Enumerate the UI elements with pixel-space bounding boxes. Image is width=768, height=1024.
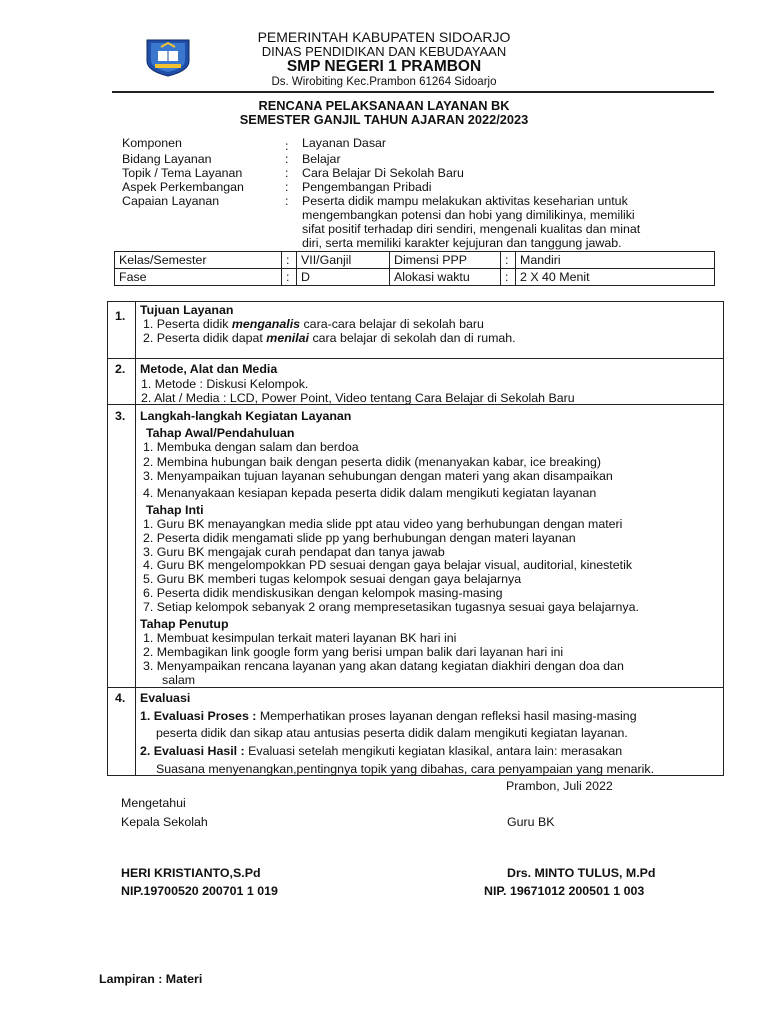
list-item-continuation: salam [162,673,196,687]
list-item: 7. Setiap kelompok sebanyak 2 orang mempresetasikan tugasnya sesuai gaya belajarnya. [143,600,639,614]
list-item: 2. Peserta didik mengamati slide pp yang berhubungan dengan materi layanan [143,531,576,545]
header-divider [112,91,714,93]
capaian-colon: : [285,194,289,208]
list-item: 1. Peserta didik menganalis cara-cara belajar di sekolah baru [143,317,484,331]
list-item: 3. Menyampaikan rencana layanan yang akan datang kegiatan diakhiri dengan doa dan [143,659,624,673]
place-date: Prambon, Juli 2022 [506,779,613,793]
aspek-value: Pengembangan Pribadi [302,180,432,194]
section-title: Langkah-langkah Kegiatan Layanan [140,409,352,423]
subsection-title: Tahap Awal/Pendahuluan [146,426,295,440]
table-row [115,252,715,269]
guru-bk-label: Guru BK [507,815,555,829]
list-item: 2. Membina hubungan baik dengan peserta didik (menanyakan kabar, ice breaking) [143,455,602,469]
capaian-label: Capaian Layanan [122,194,220,208]
school-address: Ds. Wirobiting Kec.Prambon 61264 Sidoarjo [271,76,497,88]
table-cell: VII/Ganjil [297,252,390,269]
evaluasi-hasil-cont: Suasana menyenangkan,pentingnya topik yang dibahas, cara penyampaian yang menarik. [156,762,655,776]
aspek-label: Aspek Perkembangan [122,180,244,194]
number-column-divider [135,301,136,776]
gov-header: PEMERINTAH KABUPATEN SIDOARJO [257,29,511,45]
list-item: 1. Membuka dengan salam dan berdoa [143,440,359,454]
list-item: 2. Alat / Media : LCD, Power Point, Video tentang Cara Belajar di Sekolah Baru [141,391,575,405]
evaluasi-proses: 1. Evaluasi Proses : Memperhatikan proses layanan dengan refleksi hasil masing-masing [140,709,637,723]
section-number: 3. [115,409,126,423]
table-cell: : [501,269,516,286]
komponen-value: Layanan Dasar [302,136,387,150]
mengetahui-label: Mengetahui [121,796,186,810]
subsection-title: Tahap Inti [146,503,204,517]
komponen-colon: : [285,139,289,153]
guru-bk-nip: NIP. 19671012 200501 1 003 [484,884,645,898]
topik-label: Topik / Tema Layanan [122,166,243,180]
kepala-sekolah-nip: NIP.19700520 200701 1 019 [121,884,278,898]
table-cell: : [282,269,297,286]
komponen-label: Komponen [122,136,182,150]
list-item: 3. Menyampaikan tujuan layanan sehubungan dengan materi yang akan disampaikan [143,469,613,483]
kepala-sekolah-label: Kepala Sekolah [121,815,208,829]
section-title: Evaluasi [140,691,191,705]
table-cell: : [501,252,516,269]
aspek-colon: : [285,180,289,194]
kepala-sekolah-name: HERI KRISTIANTO,S.Pd [121,866,261,880]
capaian-line: diri, serta memiliki karakter kejujuran dan tanggung jawab. [302,236,622,250]
evaluasi-proses-cont: peserta didik dan sikap atau antusias peserta didik dalam mengikuti kegiatan layanan. [156,726,628,740]
document-title: RENCANA PELAKSANAAN LAYANAN BK [258,98,510,113]
lampiran-label: Lampiran : Materi [99,972,203,986]
table-cell: Alokasi waktu [390,269,501,286]
list-item: 6. Peserta didik mendiskusikan dengan kelompok masing-masing [143,586,503,600]
table-cell: Kelas/Semester [115,252,282,269]
table-cell: : [282,252,297,269]
list-item: 1. Metode : Diskusi Kelompok. [141,377,309,391]
subsection-title: Tahap Penutup [140,617,229,631]
section-number: 4. [115,691,126,705]
table-cell: 2 X 40 Menit [516,269,715,286]
guru-bk-name: Drs. MINTO TULUS, M.Pd [507,866,656,880]
table-cell: Mandiri [516,252,715,269]
section-title: Metode, Alat dan Media [140,362,278,376]
document-subtitle: SEMESTER GANJIL TAHUN AJARAN 2022/2023 [239,112,529,127]
table-cell: Fase [115,269,282,286]
list-item: 2. Peserta didik dapat menilai cara belajar di sekolah dan di rumah. [143,331,516,345]
bidang-value: Belajar [302,152,341,166]
table-cell: Dimensi PPP [390,252,501,269]
table-cell: D [297,269,390,286]
section-title: Tujuan Layanan [140,303,234,317]
school-name: SMP NEGERI 1 PRAMBON [286,58,482,75]
list-item: 5. Guru BK memberi tugas kelompok sesuai dengan gaya belajarnya [143,572,522,586]
capaian-line: Peserta didik mampu melakukan aktivitas keseharian untuk [302,194,628,208]
bidang-label: Bidang Layanan [122,152,212,166]
capaian-line: mengembangkan potensi dan hobi yang dimilikinya, memiliki [302,208,635,222]
section-number: 2. [115,362,126,376]
evaluasi-hasil: 2. Evaluasi Hasil : Evaluasi setelah mengikuti kegiatan klasikal, antara lain: merasakan [140,744,623,758]
list-item: 1. Guru BK menayangkan media slide ppt atau video yang berhubungan dengan materi [143,517,623,531]
summary-table [114,251,715,286]
table-row [115,269,715,286]
topik-value: Cara Belajar Di Sekolah Baru [302,166,464,180]
list-item: 3. Guru BK mengajak curah pendapat dan tanya jawab [143,545,445,559]
list-item: 1. Membuat kesimpulan terkait materi layanan BK hari ini [143,631,457,645]
list-item: 4. Menanyakaan kesiapan kepada peserta didik dalam mengikuti kegiatan layanan [143,486,597,500]
list-item: 2. Membagikan link google form yang berisi umpan balik dari layanan hari ini [143,645,564,659]
bidang-colon: : [285,152,289,166]
section-number: 1. [115,309,126,323]
dept-header: DINAS PENDIDIKAN DAN KEBUDAYAAN [261,44,507,59]
list-item: 4. Guru BK mengelompokkan PD sesuai dengan gaya belajar visual, auditorial, kinestetik [143,558,633,572]
topik-colon: : [285,166,289,180]
capaian-line: sifat positif terhadap diri sendiri, mengenali kualitas dan minat [302,222,641,236]
